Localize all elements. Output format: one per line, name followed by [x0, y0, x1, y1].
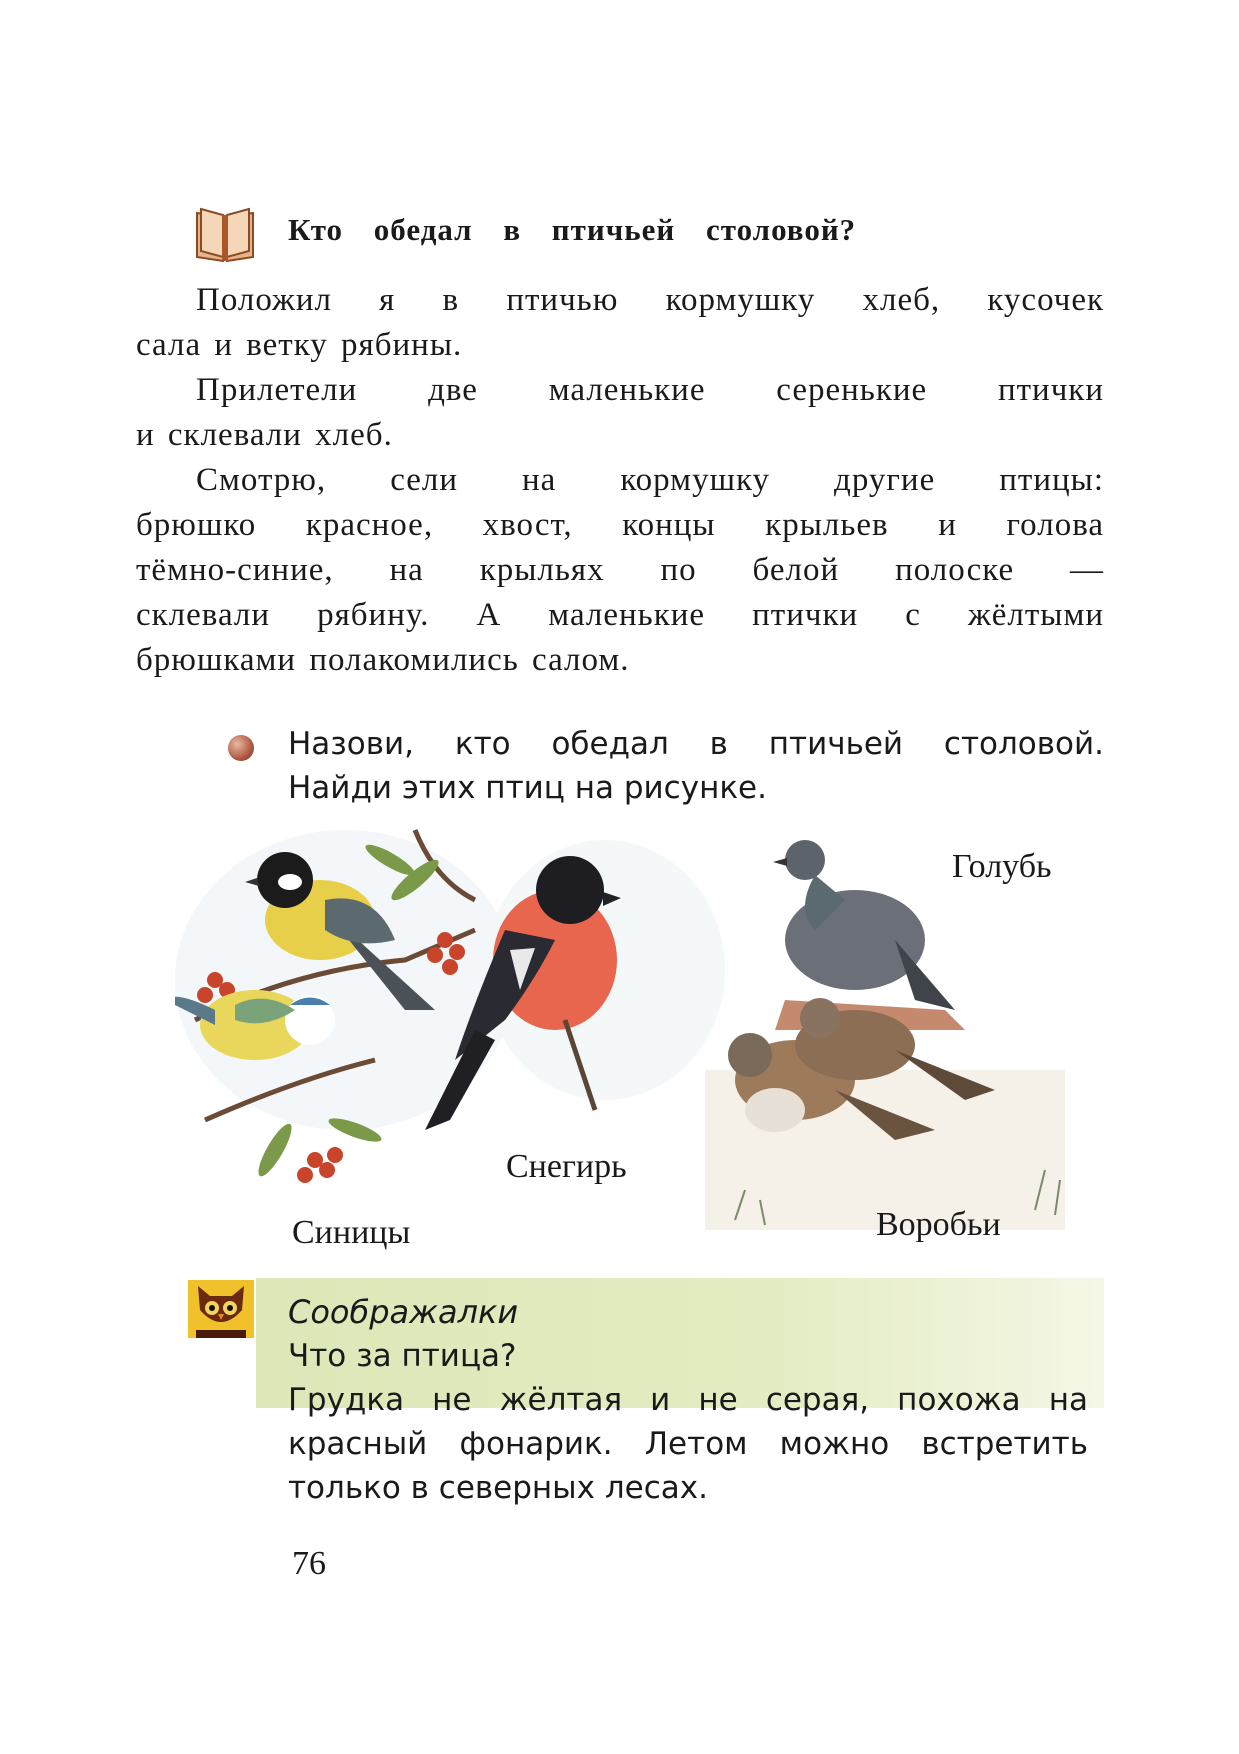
label-bullfinch: Снегирь	[506, 1148, 627, 1185]
story-text	[136, 278, 1104, 683]
page-number: 76	[292, 1545, 326, 1582]
task-bullet-icon	[228, 735, 254, 761]
riddle-text: Соображалки Что за птица? Грудка не жёлтая и не серая, похожа на красный фонарик. Летом можно встретить только в северных лесах.	[288, 1290, 1088, 1510]
pigeon-icon	[773, 840, 965, 1030]
lesson-title: Кто обедал в птичьей столовой?	[288, 212, 857, 247]
task-text: Назови, кто обедал в птичьей столовой. Найди этих птиц на рисунке.	[288, 726, 1104, 806]
paragraph-1: Положил я в птичью кормушку хлеб, кусочек сала и ветку рябины.	[136, 282, 1104, 363]
paragraph-3: Смотрю, сели на кормушку другие птицы: брюшко красное, хвост, концы крыльев и голова тёмно-синие, на крыльях по белой полоске — склевали рябину. А маленькие птички с жёлтыми брюшками полакомились салом.	[136, 462, 1104, 678]
label-sparrows: Воробьи	[876, 1206, 1001, 1243]
owl-icon	[188, 1280, 254, 1338]
book-icon	[193, 205, 257, 263]
label-pigeon: Голубь	[952, 848, 1052, 885]
paragraph-2: Прилетели две маленькие серенькие птички и склевали хлеб.	[136, 372, 1104, 453]
label-tits: Синицы	[292, 1214, 411, 1251]
riddle-heading: Соображалки	[288, 1293, 519, 1331]
